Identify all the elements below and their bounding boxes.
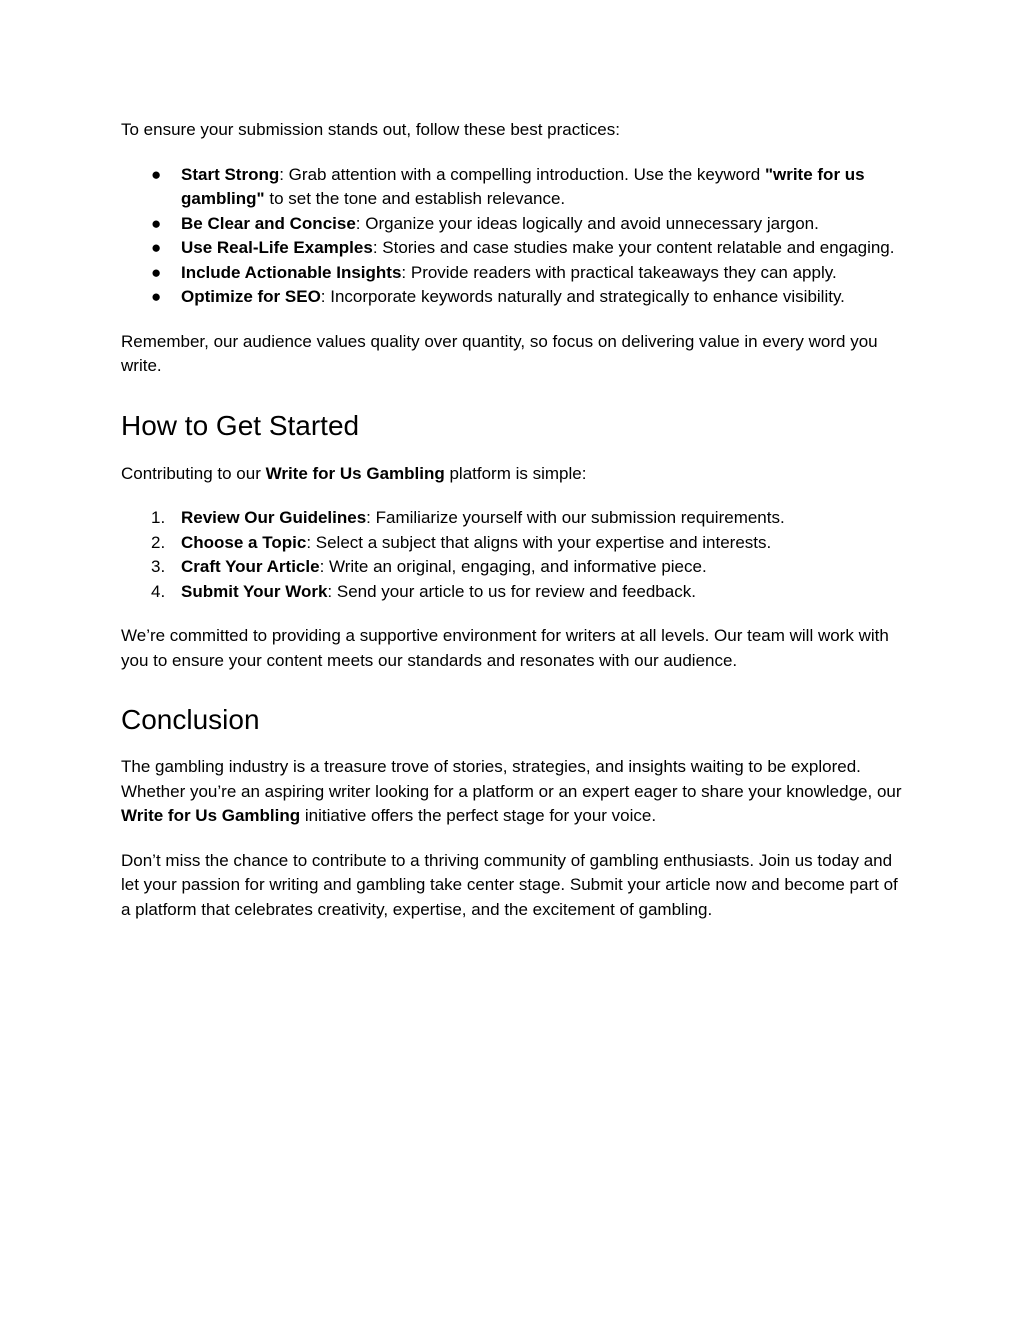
list-item-text: : Provide readers with practical takeaways they can apply.	[401, 262, 837, 282]
list-item	[121, 212, 911, 237]
list-item	[121, 531, 911, 556]
list-item-text: : Stories and case studies make your content relatable and engaging.	[372, 238, 895, 257]
list-item-text: : Grab attention with a compelling introduction. Use the keyword	[279, 164, 765, 184]
list-item	[121, 236, 911, 261]
step-title: Craft Your Article	[181, 557, 320, 576]
step-text: : Write an original, engaging, and informative piece.	[319, 557, 707, 576]
step-number: 3.	[151, 557, 166, 576]
step-text: : Send your article to us for review and feedback.	[327, 581, 696, 601]
list-item-text: : Incorporate keywords naturally and strategically to enhance visibility.	[320, 287, 845, 306]
list-item-title: Include Actionable Insights	[181, 262, 402, 282]
step-title: Review Our Guidelines	[181, 508, 367, 527]
step-text: : Familiarize yourself with our submission requirements.	[366, 508, 785, 527]
paragraph-text: The gambling industry is a treasure trove of stories, strategies, and insights waiting to be explored. Whether you’re an aspiring writer looking for a platform or an expert eager to share your knowledge, our	[121, 757, 902, 801]
contribute-paragraph	[121, 462, 911, 487]
step-number: 4.	[151, 581, 166, 601]
list-item-title: Start Strong	[181, 164, 280, 184]
conclusion-paragraph-1	[121, 755, 911, 829]
step-title: Choose a Topic	[181, 532, 307, 552]
steps-list	[121, 506, 911, 604]
paragraph-text: initiative offers the perfect stage for your voice.	[300, 806, 657, 825]
section-heading-how-to-get-started: How to Get Started	[121, 409, 360, 441]
bullet-icon: ●	[151, 287, 162, 306]
list-item	[121, 506, 911, 531]
bullet-icon: ●	[151, 262, 162, 282]
bullet-icon: ●	[151, 238, 162, 257]
list-item	[121, 261, 911, 286]
conclusion-paragraph-2: Don’t miss the chance to contribute to a thriving community of gambling enthusiasts. Join us today and let your passion for writing and gambling take center stage. Submit your article now and become part of a platform that celebrates creativity, expertise, and the excitement of gambling.	[121, 850, 898, 919]
step-text: : Select a subject that aligns with your expertise and interests.	[306, 532, 772, 552]
step-number: 2.	[151, 532, 166, 552]
document-page	[121, 118, 911, 922]
step-title: Submit Your Work	[181, 581, 328, 601]
remember-paragraph: Remember, our audience values quality over quantity, so focus on delivering value in every word you write.	[121, 331, 878, 375]
keyword-highlight: "write for us gambling"	[181, 164, 865, 208]
best-practices-list	[121, 163, 911, 310]
bold-phrase: Write for Us Gambling	[265, 463, 445, 483]
list-item-title: Use Real-Life Examples	[181, 238, 373, 257]
step-number: 1.	[151, 508, 166, 527]
bullet-icon: ●	[151, 164, 162, 184]
list-item	[121, 163, 911, 212]
list-item-title: Be Clear and Concise	[181, 213, 356, 233]
list-item-text: to set the tone and establish relevance.	[264, 189, 566, 208]
bullet-icon: ●	[151, 213, 162, 233]
committed-paragraph: We’re committed to providing a supportive environment for writers at all levels. Our team will work with you to ensure your content meets our standards and resonates with our audience.	[121, 626, 889, 670]
list-item	[121, 285, 911, 310]
list-item-text: : Organize your ideas logically and avoid unnecessary jargon.	[355, 213, 819, 233]
list-item-title: Optimize for SEO	[181, 287, 321, 306]
intro-paragraph: To ensure your submission stands out, follow these best practices:	[121, 120, 620, 139]
paragraph-text: platform is simple:	[444, 463, 587, 483]
bold-phrase: Write for Us Gambling	[121, 806, 301, 825]
list-item	[121, 580, 911, 605]
section-heading-conclusion: Conclusion	[121, 704, 260, 735]
paragraph-text: Contributing to our	[121, 463, 266, 483]
list-item	[121, 555, 911, 580]
